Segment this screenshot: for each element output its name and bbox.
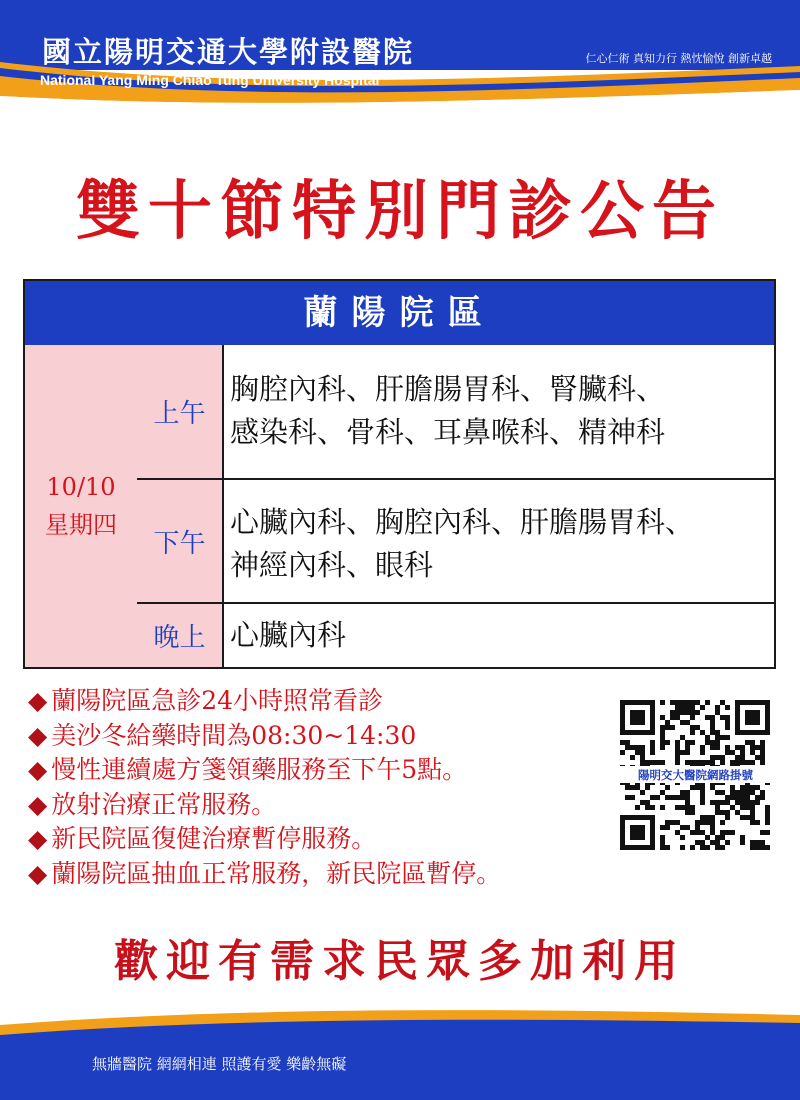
date-text: 10/10 xyxy=(46,473,116,501)
notice-item: ◆ 美沙冬給藥時間為08:30~14:30 xyxy=(28,720,417,750)
campus-header: 蘭陽院區 xyxy=(25,281,774,345)
weekday-text: 星期四 xyxy=(45,511,117,539)
department-line: 心臟內科 xyxy=(230,618,347,652)
qr-code-icon xyxy=(618,698,773,858)
diamond-bullet-icon: ◆ xyxy=(28,858,48,888)
header-banner xyxy=(0,0,800,110)
hospital-motto: 仁心仁術 真知力行 熱忱愉悅 創新卓越 xyxy=(585,52,772,65)
footer-wave-graphic xyxy=(0,985,800,1100)
slot-content-afternoon xyxy=(224,501,774,587)
slot-label-evening: 晚上 xyxy=(137,604,224,667)
notice-item: ◆ 蘭陽院區急診24小時照常看診 xyxy=(28,686,384,715)
diamond-bullet-icon: ◆ xyxy=(28,686,48,715)
row-divider xyxy=(137,602,776,604)
slot-content-evening xyxy=(224,614,774,657)
department-line: 胸腔內科、肝膽腸胃科、腎臟科、 xyxy=(230,372,666,406)
qr-caption: 陽明交大醫院網路掛號 xyxy=(638,768,753,782)
slot-label-afternoon: 下午 xyxy=(137,480,224,602)
page-title: 雙十節特別門診公告 xyxy=(76,174,724,249)
clinic-schedule-table xyxy=(23,279,776,669)
notice-item: ◆ 放射治療正常服務。 xyxy=(28,789,277,819)
notice-list xyxy=(28,684,608,891)
notice-item: ◆ 慢性連續處方箋領藥服務至下午5點。 xyxy=(28,755,468,784)
diamond-bullet-icon: ◆ xyxy=(28,824,48,853)
department-line: 神經內科、眼科 xyxy=(230,548,434,582)
department-line: 感染科、骨科、耳鼻喉科、精神科 xyxy=(230,415,666,449)
footer-banner xyxy=(0,985,800,1100)
diamond-bullet-icon: ◆ xyxy=(28,755,48,784)
date-cell xyxy=(25,345,139,667)
notice-item: ◆ 新民院區復健治療暫停服務。 xyxy=(28,824,377,853)
row-divider xyxy=(137,478,776,480)
slot-label-morning: 上午 xyxy=(137,345,224,478)
diamond-bullet-icon: ◆ xyxy=(28,789,48,819)
footer-slogan: 無牆醫院 網網相連 照護有愛 樂齡無礙 xyxy=(92,1055,347,1073)
hospital-name-zh: 國立陽明交通大學附設醫院 xyxy=(42,35,415,69)
department-line: 心臟內科、胸腔內科、肝膽腸胃科、 xyxy=(230,505,695,539)
registration-qr-code[interactable] xyxy=(618,698,773,858)
notice-item: ◆ 蘭陽院區抽血正常服務，新民院區暫停。 xyxy=(28,858,502,888)
closing-message: 歡迎有需求民眾多加利用 xyxy=(114,936,686,987)
diamond-bullet-icon: ◆ xyxy=(28,720,48,750)
slot-content-morning xyxy=(224,368,774,454)
hospital-name-en: National Yang Ming Chiao Tung University Hospital xyxy=(40,72,380,88)
